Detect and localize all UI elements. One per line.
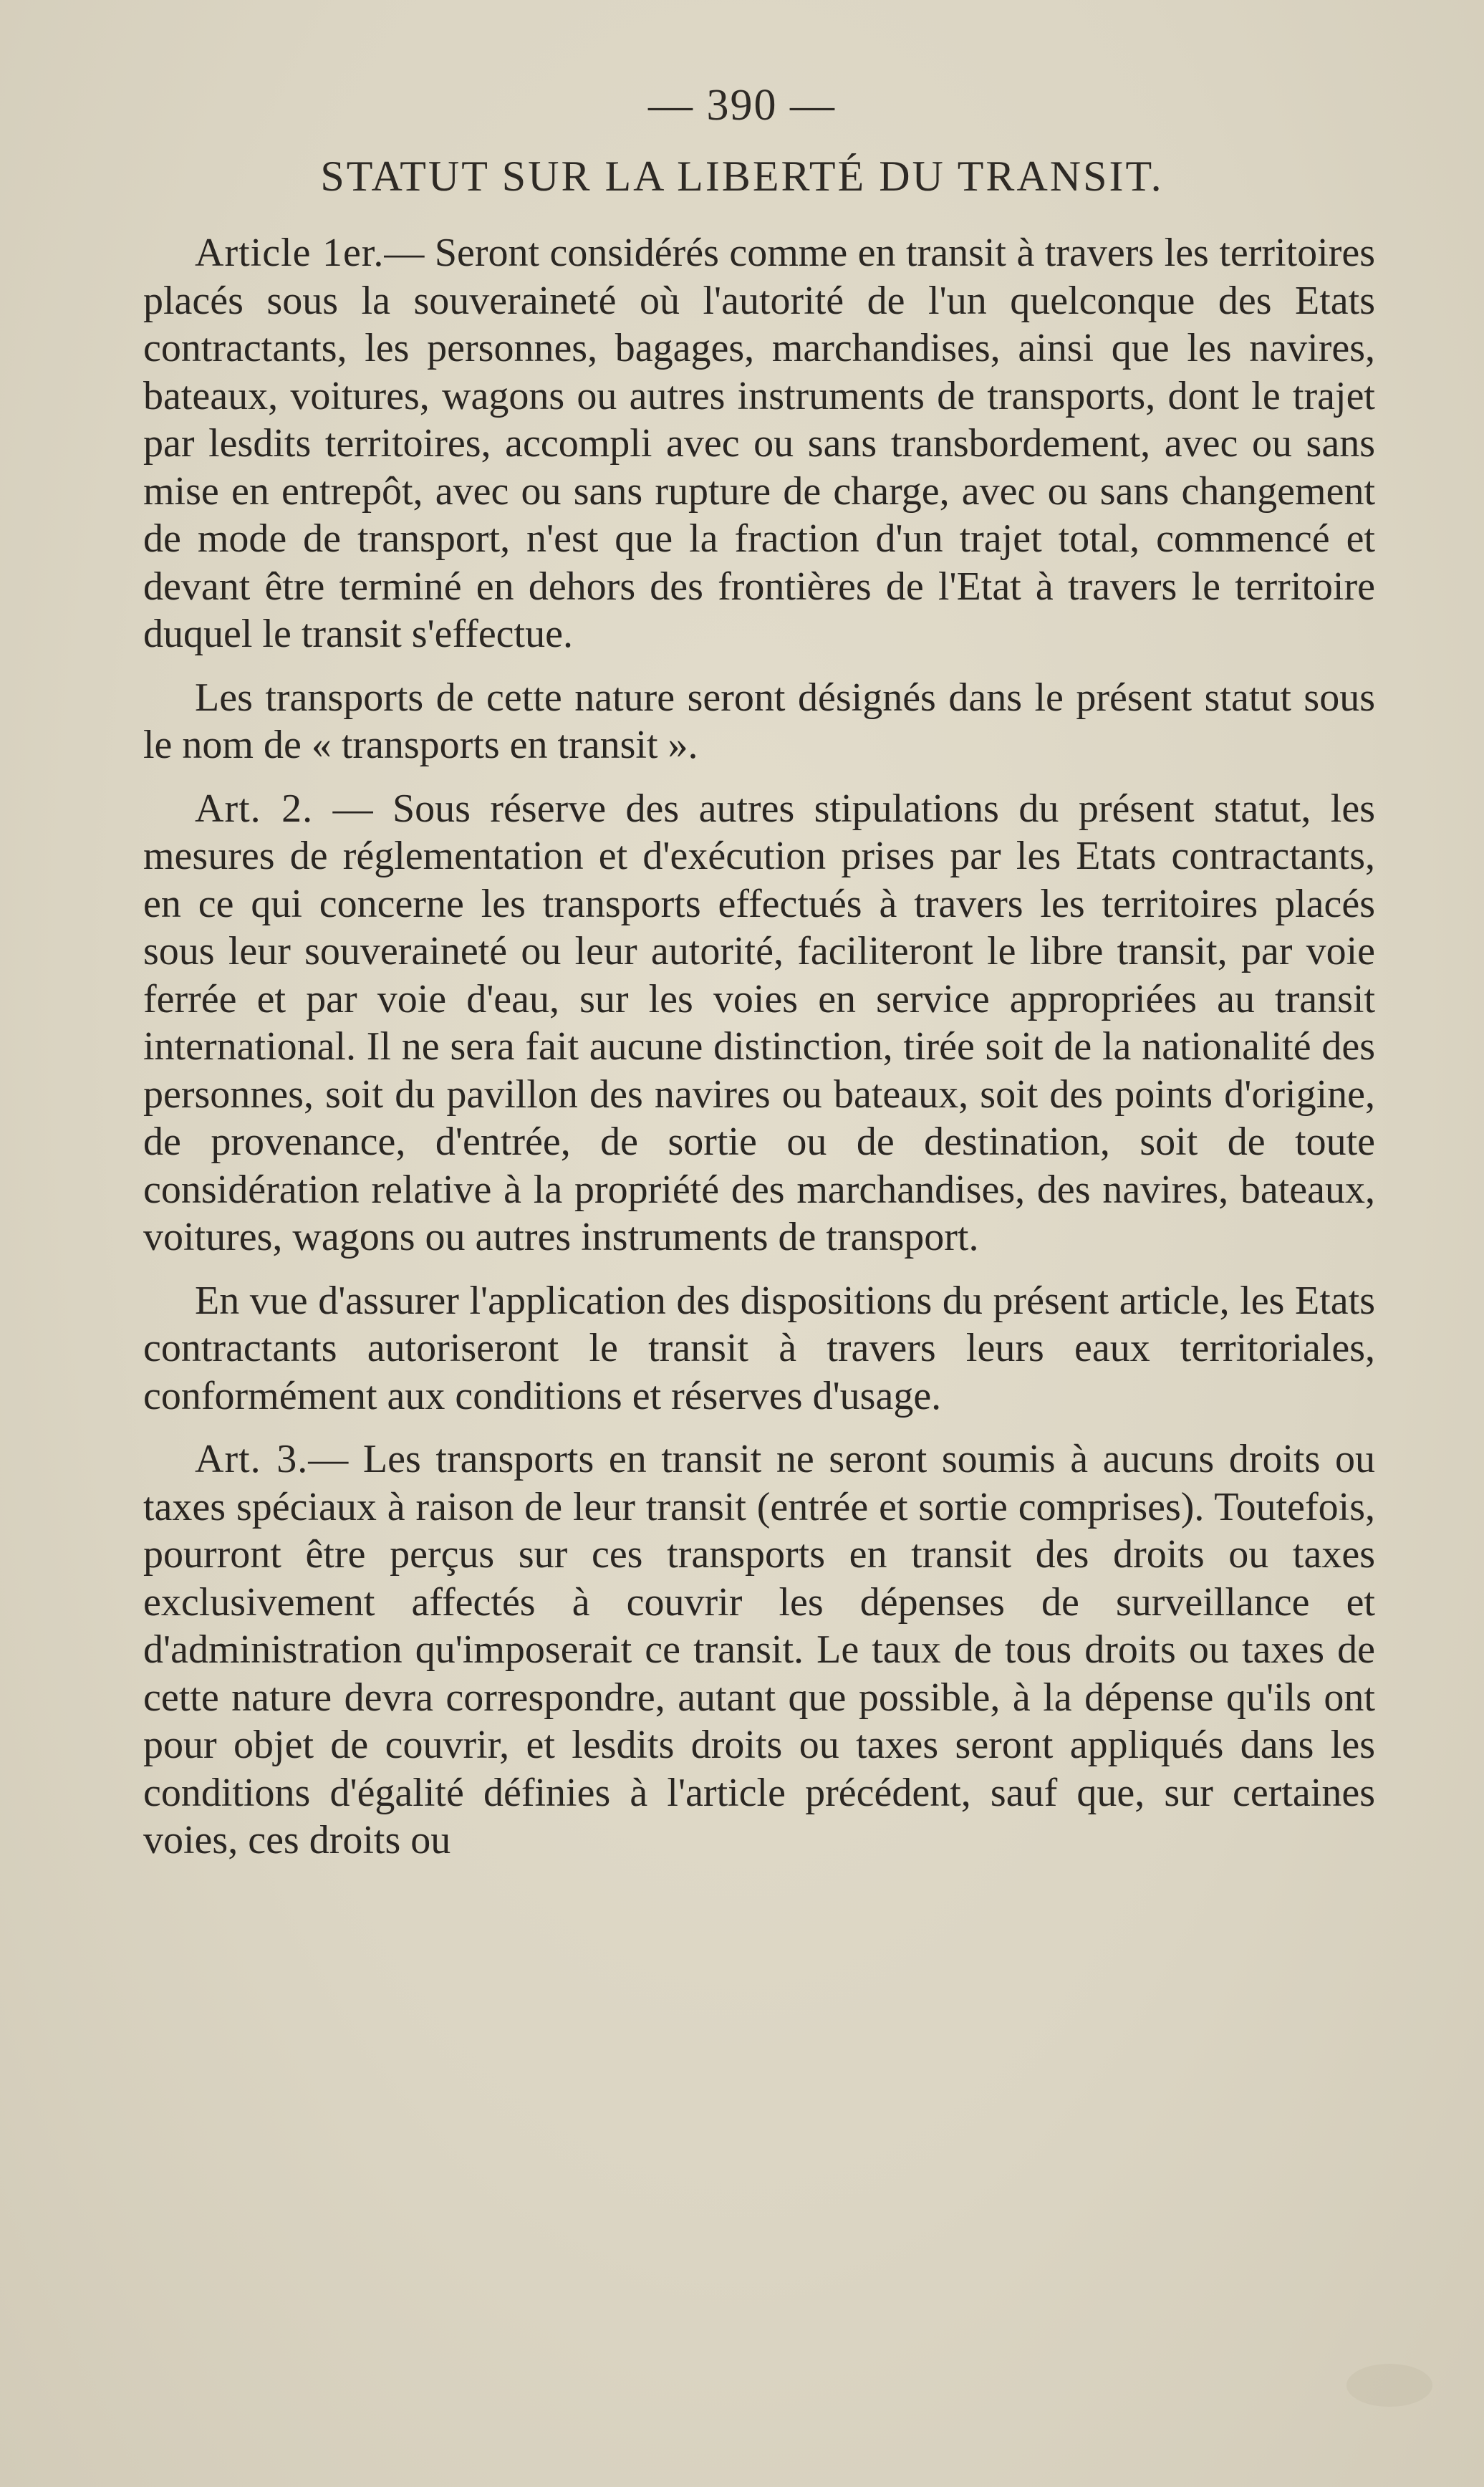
paragraph-article-2 bbox=[143, 785, 1375, 1261]
paragraph-text: — Seront considérés comme en transit à travers les territoires placés sous la souveraineté où l'autorité de l'un quelconque des Etats contractants, les personnes, bagages, marchandises, ainsi que les navires, bateaux, voitures, wagons ou autres instruments de transports, dont le trajet par lesdits territoires, accompli avec ou sans transbordement, avec ou sans mise en entrepôt, avec ou sans rupture de charge, avec ou sans changement de mode de transport, n'est que la fraction d'un trajet total, commencé et devant être terminé en dehors des frontières de l'Etat à travers le territoire duquel le transit s'effectue. bbox=[143, 231, 1376, 656]
article-label: Art. 3. bbox=[195, 1437, 309, 1481]
body-text bbox=[143, 229, 1375, 1880]
paragraph-article-3 bbox=[143, 1435, 1375, 1865]
paragraph-text: — Sous réserve des autres stipulations du présent statut, les mesures de réglementation et d'exécution prises par les Etats contractants, en ce qui concerne les transports effectués à travers les territoires placés sous leur souveraineté ou leur autorité, faciliteront le libre transit, par voie ferrée et par voie d'eau, sur les voies en service appropriées au transit international. Il ne sera fait aucune distinction, tirée soit de la nationalité des personnes, soit du pavillon des navires ou bateaux, soit des points d'origine, de provenance, d'entrée, de sortie ou de destination, soit de toute considération relative à la propriété des marchandises, des navires, bateaux, voitures, wagons ou autres instruments de transport. bbox=[143, 786, 1376, 1259]
paragraph-transit-definition bbox=[143, 674, 1375, 769]
paragraph-text: En vue d'assurer l'application des dispositions du présent article, les Etats contractants autoriseront le transit à travers leurs eaux territoriales, conformément aux conditions et réserves d'usage. bbox=[143, 1278, 1375, 1418]
page-title: STATUT SUR LA LIBERTÉ DU TRANSIT. bbox=[320, 153, 1164, 200]
paragraph-text: — Les transports en transit ne seront soumis à aucuns droits ou taxes spéciaux à raison de leur transit (entrée et sortie comprises). Toutefois, pourront être perçus sur ces transports en transit des droits ou taxes exclusivement affectés à couvrir les dépenses de surveillance et d'administration qu'imposerait ce transit. Le taux de tous droits ou taxes de cette nature devra correspondre, autant que possible, à la dépense qu'ils ont pour objet de couvrir, et lesdits droits ou taxes seront appliqués dans les conditions d'égalité définies à l'article précédent, sauf que, sur certaines voies, ces droits ou bbox=[143, 1437, 1375, 1862]
paragraph-territorial-waters bbox=[143, 1277, 1375, 1420]
article-label: Article 1er. bbox=[195, 231, 385, 275]
page-number: — 390 — bbox=[648, 81, 836, 130]
paper-stain bbox=[1346, 2364, 1432, 2407]
article-label: Art. 2. bbox=[195, 786, 314, 831]
paragraph-article-1 bbox=[143, 229, 1375, 658]
paragraph-text: Les transports de cette nature seront désignés dans le présent statut sous le nom de « transports en transit ». bbox=[143, 675, 1375, 767]
